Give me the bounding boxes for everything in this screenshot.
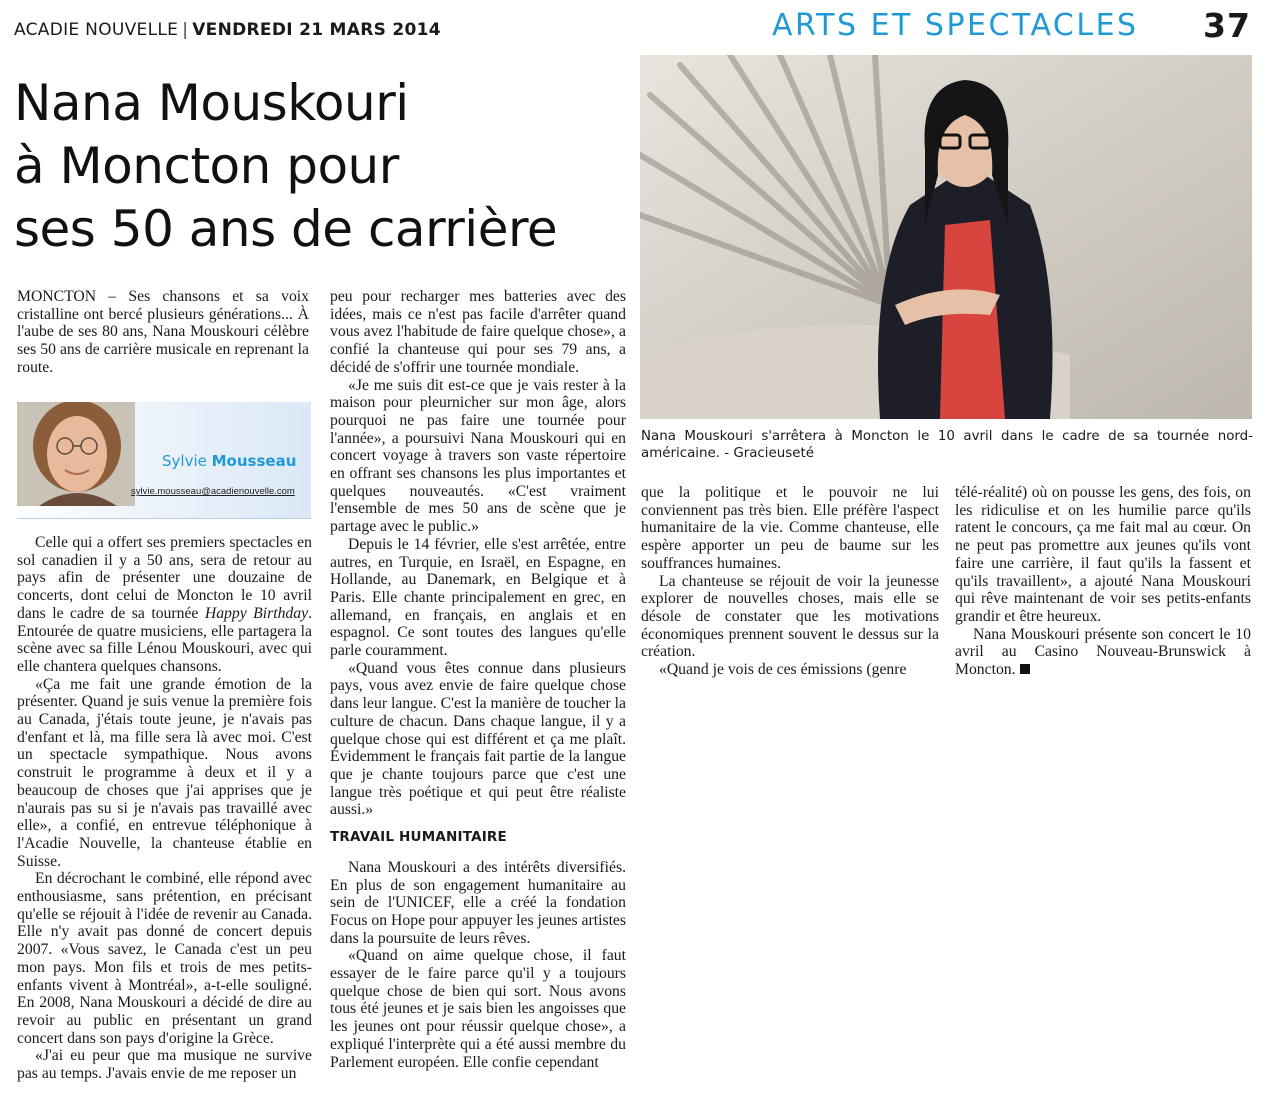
masthead bbox=[14, 20, 441, 40]
headline bbox=[14, 72, 614, 261]
paragraph: que la politique et le pouvoir ne lui conviennent pas très bien. Elle préfère l'aspect humanitaire de la vie. Comme chanteuse, elle espère apporter un peu de baume sur les souffrances humaines. bbox=[641, 484, 939, 572]
article-column-1 bbox=[17, 534, 312, 1083]
photo-caption: Nana Mouskouri s'arrêtera à Moncton le 10 avril dans le cadre de sa tournée nord-américaine. - Gracieuseté bbox=[641, 429, 1253, 461]
issue-date: VENDREDI 21 MARS 2014 bbox=[192, 20, 441, 40]
article-column-3 bbox=[641, 484, 939, 679]
author-last-name: Mousseau bbox=[211, 452, 297, 470]
author-email[interactable]: sylvie.mousseau@acadienouvelle.com bbox=[131, 486, 295, 497]
subheading: TRAVAIL HUMANITAIRE bbox=[330, 829, 507, 846]
author-first-name: Sylvie bbox=[162, 452, 207, 470]
publication-name: ACADIE NOUVELLE bbox=[14, 20, 179, 40]
paragraph: «Quand je vois de ces émissions (genre bbox=[659, 661, 907, 679]
byline-box bbox=[17, 402, 311, 519]
paragraph-text: Nana Mouskouri présente son concert le 10 avril au Casino Nouveau-Brunswick à Moncton. bbox=[955, 625, 1251, 679]
paragraph: «Ça me fait une grande émotion de la présenter. Quand je suis venue la première fois au Canada, j'étais toute jeune, je n'avais pas d'enfant et là, ma fille sera là avec moi. C'est un spectacle sympathique. Nous avons construit le programme à deux et il y a beaucoup de choses que j'ai apprises que je n'aurais pas su si je n'avais pas travaillé avec elle», a confié, en entrevue téléphonique à l'Acadie Nouvelle, la chanteuse établie en Suisse. bbox=[17, 675, 312, 870]
paragraph: peu pour recharger mes batteries avec des idées, mais ce n'est pas facile d'arrêter quand vous avez l'habitude de faire quelque chose», a confié la chanteuse qui pour ses 79 ans, a décidé de s'offrir une tournée mondiale. bbox=[330, 288, 626, 376]
headline-line: à Moncton pour bbox=[14, 137, 399, 195]
paragraph: «Quand on aime quelque chose, il faut essayer de le faire parce qu'il y a toujours quelque chose de bien qui sort. Nous avons tous été jeunes et je sais bien les angoisses que les jeunes ont pour réussir quelque chose», a expliqué l'interprète qui a été aussi membre du Parlement européen. Elle confie cependant bbox=[330, 947, 626, 1071]
paragraph: télé-réalité) où on pousse les gens, des fois, on les ridiculise et on les humilie parce qu'ils ratent le concours, ça me fait mal au cœur. On ne peut pas promettre aux jeunes qu'ils vont faire une carrière, il faut qu'ils la fassent et qu'ils travaillent», a ajouté Nana Mouskouri qui rêve maintenant de voir ses petits-enfants grandir et être heureux. bbox=[955, 484, 1251, 625]
paragraph: Nana Mouskouri a des intérêts diversifiés. En plus de son engagement humanitaire au sein de l'UNICEF, elle a créé la fondation Focus on Hope pour appuyer les jeunes artistes dans la poursuite de leurs rêves. bbox=[330, 858, 626, 947]
article-column-4 bbox=[955, 484, 1251, 679]
masthead-separator: | bbox=[182, 20, 189, 40]
paragraph: «J'ai eu peur que ma musique ne survive pas au temps. J'avais envie de me reposer un bbox=[17, 1047, 312, 1083]
headline-line: Nana Mouskouri bbox=[14, 74, 409, 132]
paragraph: «Je me suis dit est-ce que je vais rester à la maison pour pleurnicher sur mon âge, alors pourquoi ne pas faire une tournée pour l'année», a poursuivi Nana Mouskouri qui en concert voyage à travers son vaste répertoire en offrant ses chansons les plus importantes et quelques nouveautés. «C'est vraiment l'ensemble de mes 50 ans de scène que je partage avec le public.» bbox=[330, 376, 626, 536]
paragraph: Depuis le 14 février, elle s'est arrêtée, entre autres, en Turquie, en Israël, en Espagne, en Hollande, au Danemark, en Belgique et à Paris. Elle chante principalement en grec, en allemand, en français, en anglais et en espagnol. Ce sont toutes des langues qu'elle parle couramment. bbox=[330, 535, 626, 660]
section-title: ARTS ET SPECTACLES bbox=[772, 8, 1139, 43]
paragraph: La chanteuse se réjouit de voir la jeunesse explorer de nouvelles choses, mais elle se désole de constater que les motivations économiques prennent souvent le dessus sur la création. bbox=[641, 572, 939, 661]
dateline: MONCTON bbox=[17, 288, 97, 305]
article-column-2 bbox=[330, 288, 626, 1071]
tour-name: Happy Birthday bbox=[204, 604, 309, 622]
lead-paragraph bbox=[17, 288, 309, 377]
end-of-article-mark bbox=[1020, 664, 1030, 674]
paragraph-text: Celle qui a offert ses premiers spectacles en sol canadien il y a 50 ans, sera de retour au pays afin de présenter une douzaine de concerts, dont celui de Moncton le 10 avril dans le cadre de sa tournée bbox=[17, 534, 312, 622]
page-number: 37 bbox=[1203, 6, 1251, 45]
paragraph: «Quand vous êtes connue dans plusieurs pays, vous avez envie de faire quelque chose dans leur langue. C'est la manière de toucher la culture de chacun. Dans chaque langue, il y a quelque chose qui est différent et ça me plaît. Évidemment le français fait partie de la langue que je chante toujours parce que c'est une langue très poétique et qui peut être réaliste aussi.» bbox=[330, 659, 626, 819]
author-name bbox=[162, 452, 296, 470]
article-photo bbox=[640, 55, 1252, 419]
author-photo bbox=[17, 402, 135, 506]
lead-text: – Ses chansons et sa voix cristalline ont bercé plusieurs générations... À l'aube de ses 80 ans, Nana Mouskouri célèbre ses 50 ans de carrière musicale en reprenant la route. bbox=[17, 288, 309, 376]
paragraph-text: . Entourée de quatre musiciens, elle partagera la scène avec sa fille Lénou Mouskouri, avec qui elle chantera quelques chansons. bbox=[17, 604, 312, 675]
paragraph: En décrochant le combiné, elle répond avec enthousiasme, sans prétention, en précisant qu'elle se réjouit à l'idée de revenir au Canada. Elle n'y avait pas donné de concert depuis 2007. «Vous savez, le Canada c'est un peu mon pays. Mon fils et trois de mes petits-enfants vivent à Montréal», a-t-elle souligné. En 2008, Nana Mouskouri a décidé de dire au revoir au public en présentant un grand concert dans son pays d'origine la Grèce. bbox=[17, 870, 312, 1047]
headline-line: ses 50 ans de carrière bbox=[14, 200, 558, 258]
